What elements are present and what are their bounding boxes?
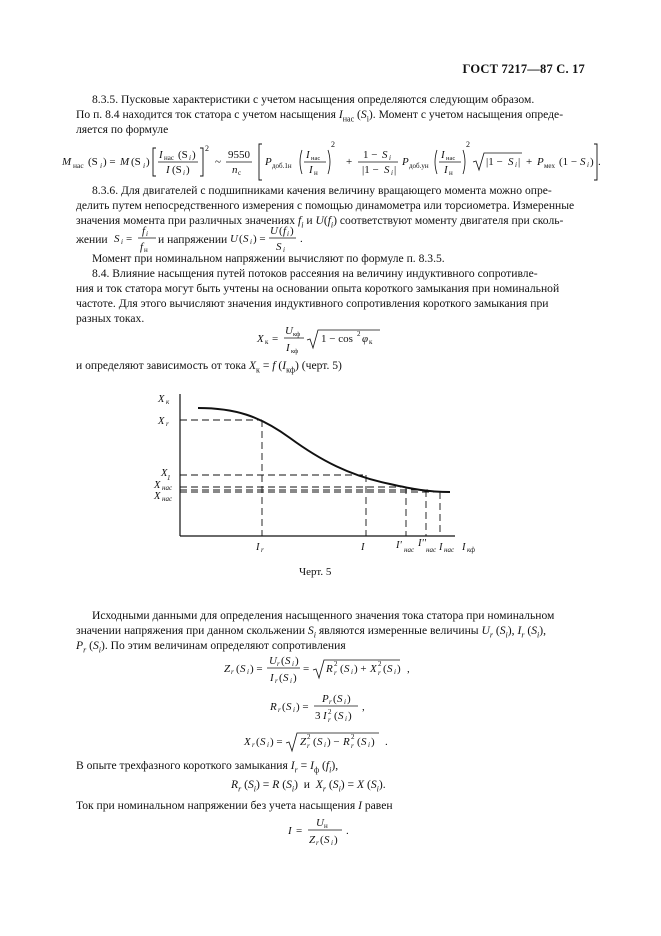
svg-text:) =: ) = <box>270 736 283 748</box>
svg-text:кф: кф <box>291 348 299 355</box>
svg-text:U: U <box>230 233 238 245</box>
svg-text:): ) <box>146 156 150 168</box>
svg-text:I: I <box>306 149 310 161</box>
svg-text:i: i <box>143 161 146 170</box>
svg-text:S: S <box>508 156 514 168</box>
x-label-inas3: I <box>439 542 443 553</box>
svg-text:к: к <box>369 338 373 346</box>
svg-text:i: i <box>293 706 295 714</box>
svg-text:X: X <box>370 663 377 675</box>
para-836-line4b: и напряжении <box>158 233 228 246</box>
svg-text:i: i <box>121 238 123 246</box>
svg-text:i: i <box>515 161 517 169</box>
svg-text:кф: кф <box>293 331 301 338</box>
svg-text:φ: φ <box>362 333 369 345</box>
svg-text:i: i <box>324 741 326 749</box>
svg-text:r: r <box>351 742 354 750</box>
svg-text:1: 1 <box>167 474 171 482</box>
svg-text:) =: ) = <box>253 233 266 245</box>
svg-text:S: S <box>114 233 120 245</box>
svg-text:(: ( <box>383 663 387 675</box>
y-label-xk: X <box>158 394 165 405</box>
svg-text:=: = <box>303 663 310 675</box>
svg-text:) =: ) = <box>250 663 263 675</box>
svg-text:i: i <box>290 677 292 685</box>
svg-text:r: r <box>277 660 280 668</box>
svg-text:i: i <box>100 161 103 170</box>
svg-text:2: 2 <box>334 660 338 668</box>
svg-text:i: i <box>292 660 294 668</box>
svg-text:M: M <box>62 156 72 168</box>
svg-text:f: f <box>283 225 287 237</box>
para-836-line4a: жении <box>76 233 108 246</box>
svg-text:=: = <box>272 333 279 345</box>
svg-text:M: M <box>120 156 130 168</box>
svg-text:(: ( <box>236 663 240 675</box>
svg-text:i: i <box>331 839 333 847</box>
svg-text:нас: нас <box>164 154 174 162</box>
svg-text:f: f <box>140 241 144 253</box>
svg-text:r: r <box>166 420 169 428</box>
para-836-line2: делить путем непосредственного измерения с помощью динамометра или торсиометра. Измеренные <box>76 199 575 212</box>
xk-formula <box>255 322 385 356</box>
para-84-line4: разных токах. <box>76 312 145 325</box>
svg-text:(: ( <box>333 693 337 705</box>
svg-text:S: S <box>361 736 367 748</box>
svg-text:нас: нас <box>446 155 456 162</box>
svg-text:(1 −: (1 − <box>559 156 578 168</box>
x-label-inas1: I' <box>396 540 402 551</box>
svg-text:S: S <box>240 663 246 675</box>
svg-text:.: . <box>300 233 303 245</box>
svg-text:=: = <box>296 825 303 837</box>
svg-text:=: = <box>126 233 133 245</box>
svg-text:r: r <box>231 668 234 676</box>
svg-text:): ) <box>334 834 338 846</box>
svg-text:нас: нас <box>73 161 84 170</box>
svg-text:2: 2 <box>331 140 335 149</box>
svg-text:I: I <box>323 710 327 722</box>
svg-text:i: i <box>368 741 370 749</box>
svg-text:P: P <box>537 156 544 168</box>
svg-text:S: S <box>337 693 343 705</box>
svg-text:U: U <box>270 225 278 237</box>
svg-text:i: i <box>344 698 346 706</box>
svg-text:2: 2 <box>205 144 209 153</box>
svg-text:i: i <box>287 230 289 238</box>
svg-text:) −: ) − <box>327 736 340 748</box>
svg-text:+: + <box>346 156 353 168</box>
svg-text:r: r <box>329 698 332 706</box>
svg-text:Z: Z <box>224 663 231 675</box>
svg-text:(: ( <box>313 736 317 748</box>
svg-text:I: I <box>270 672 274 684</box>
svg-text:I: I <box>309 164 313 176</box>
svg-text:мех: мех <box>544 162 555 170</box>
svg-text:i: i <box>283 246 285 254</box>
svg-text:X: X <box>257 333 264 345</box>
svg-text:i: i <box>587 161 589 169</box>
svg-text:): ) <box>371 736 375 748</box>
svg-text:(: ( <box>239 233 243 245</box>
svg-text:i: i <box>351 668 353 676</box>
figure-5 <box>150 388 490 563</box>
svg-text:(: ( <box>320 834 324 846</box>
x-label-i: I <box>361 542 365 553</box>
svg-text:S: S <box>286 701 292 713</box>
y-label-xnas1: X <box>154 480 161 491</box>
svg-text:r: r <box>378 669 381 677</box>
svg-text:3: 3 <box>315 710 321 722</box>
short-circuit-line: В опыте трехфазного короткого замыкания $I_r = I_ф$ $(f_i)$, <box>76 759 339 775</box>
svg-text:): ) <box>295 655 299 667</box>
svg-text:r: r <box>275 677 278 685</box>
svg-text:нас: нас <box>162 495 173 503</box>
svg-text:S: S <box>243 233 249 245</box>
svg-text:): ) <box>347 693 351 705</box>
svg-text:н: н <box>324 822 328 830</box>
x-label-ikf: I <box>462 542 466 553</box>
init-line2: значении напряжения при данном скольжении $S_i$ являются измеренные величины $U_r$ $(S_i)$, $I_r$ $(S_i)$, <box>76 624 547 640</box>
svg-text:I: I <box>159 149 163 161</box>
svg-text:S: S <box>344 663 350 675</box>
para-84-line3: частоте. Для этого вычисляют значения индуктивного сопротивления короткого замыкания при <box>76 297 549 310</box>
svg-text:r: r <box>328 716 331 724</box>
svg-text:S: S <box>276 241 282 253</box>
svg-text:Z: Z <box>300 736 307 748</box>
svg-text:доб.1н: доб.1н <box>272 162 292 170</box>
xr-formula <box>242 728 402 754</box>
moment-formula <box>60 138 600 182</box>
svg-text:P: P <box>402 156 409 168</box>
svg-text:U: U <box>269 655 277 667</box>
svg-text:): ) <box>192 149 196 161</box>
x-label-ir: I <box>256 542 260 553</box>
svg-text:i: i <box>267 741 269 749</box>
voltage-formula <box>230 222 310 254</box>
rr-formula <box>268 690 378 724</box>
svg-text:R: R <box>343 736 350 748</box>
svg-text:): ) <box>590 156 594 168</box>
svg-text:(: ( <box>256 736 260 748</box>
svg-text:S: S <box>260 736 266 748</box>
svg-text:i: i <box>189 154 191 162</box>
svg-text:нас: нас <box>311 155 321 162</box>
svg-text:к: к <box>265 338 269 346</box>
svg-text:н: н <box>144 246 148 254</box>
svg-text:I: I <box>444 164 448 176</box>
svg-text:,: , <box>362 701 365 713</box>
svg-text:r: r <box>334 669 337 677</box>
para-835-line3: ляется по формуле <box>76 123 169 136</box>
figure-caption: Черт. 5 <box>299 566 332 578</box>
svg-text:S: S <box>580 156 586 168</box>
svg-text:S: S <box>382 149 388 161</box>
svg-text:r: r <box>261 546 264 554</box>
y-label-x1: X <box>161 468 168 479</box>
svg-text:Z: Z <box>309 834 316 846</box>
svg-text:2: 2 <box>307 733 311 741</box>
svg-text:I: I <box>286 342 290 354</box>
svg-text:1 −: 1 − <box>363 149 378 161</box>
svg-text:S: S <box>338 710 344 722</box>
svg-text:,: , <box>407 663 410 675</box>
svg-text:X: X <box>244 736 251 748</box>
svg-text:(S: (S <box>172 164 182 176</box>
para-836-line1: 8.3.6. Для двигателей с подшипниками качения величину вращающего момента можно опре- <box>92 184 552 197</box>
svg-text:P: P <box>322 693 329 705</box>
svg-text:I: I <box>288 825 292 837</box>
svg-text:(: ( <box>334 710 338 722</box>
svg-text:i: i <box>389 154 391 162</box>
svg-text:i: i <box>146 230 148 238</box>
x-label-inas2: I'' <box>418 538 426 549</box>
zr-formula <box>222 652 422 686</box>
svg-text:1 − cos: 1 − cos <box>321 333 353 345</box>
svg-text:r: r <box>252 741 255 749</box>
svg-text:нас: нас <box>426 546 437 554</box>
y-label-xnas2: X <box>154 491 161 502</box>
svg-text:~: ~ <box>215 156 221 168</box>
svg-text:S: S <box>317 736 323 748</box>
svg-text:S: S <box>285 655 291 667</box>
svg-text:нас: нас <box>404 546 415 554</box>
svg-text:(: ( <box>357 736 361 748</box>
svg-text:I: I <box>441 149 445 161</box>
dependence-line: и определяют зависимость от тока $X_к = f$ $(I_{кф})$ (черт. 5) <box>76 359 342 375</box>
svg-text:2: 2 <box>351 733 355 741</box>
svg-text:S: S <box>384 164 390 176</box>
svg-text:): ) <box>293 672 297 684</box>
svg-text:R: R <box>326 663 333 675</box>
svg-text:(S: (S <box>88 156 98 168</box>
svg-text:2: 2 <box>466 140 470 149</box>
svg-text:|: | <box>518 156 521 168</box>
svg-text:) =: ) = <box>103 156 116 168</box>
svg-text:S: S <box>283 672 289 684</box>
para-836-line5: Момент при номинальном напряжении вычисляют по формуле п. 8.3.5. <box>92 252 445 265</box>
page-header: ГОСТ 7217—87 С. 17 <box>462 62 585 76</box>
svg-text:2: 2 <box>357 330 361 338</box>
init-line1: Исходными данными для определения насыщенного значения тока статора при номинальном <box>92 609 555 622</box>
svg-text:r: r <box>278 706 281 714</box>
svg-text:i: i <box>345 715 347 723</box>
xk-curve <box>198 408 450 492</box>
current-line: Ток при номинальном напряжении без учета насыщения I равен <box>76 799 393 812</box>
i-formula <box>286 814 366 848</box>
svg-text:i: i <box>394 668 396 676</box>
svg-text:c: c <box>238 169 242 177</box>
svg-text:2: 2 <box>378 660 382 668</box>
svg-text:): ) <box>186 164 190 176</box>
svg-text:н: н <box>449 169 453 177</box>
para-835-line2: По п. 8.4 находится ток статора с учетом насыщения $I_{нас}$ $(S_i)$. Момент с учетом насыщения опреде- <box>76 108 564 124</box>
svg-text:н: н <box>314 169 318 177</box>
svg-text:) =: ) = <box>296 701 309 713</box>
svg-text:доб.ун: доб.ун <box>409 162 429 170</box>
svg-text:кф: кф <box>467 546 476 554</box>
para-836-line3: значения момента при различных значениях $f_i$ и $U(f_i)$ соответствуют моменту двигателя при сколь- <box>76 214 564 230</box>
svg-text:): ) <box>397 663 401 675</box>
svg-text:I: I <box>166 164 170 176</box>
svg-text:(: ( <box>340 663 344 675</box>
svg-text:r: r <box>316 839 319 847</box>
init-line3: $P_r$ $(S_i)$. По этим величинам определяют сопротивления <box>76 639 346 655</box>
svg-text:S: S <box>324 834 330 846</box>
svg-text:) +: ) + <box>354 663 367 675</box>
svg-text:(S: (S <box>131 156 141 168</box>
y-label-xr: X <box>158 416 165 427</box>
svg-text:.: . <box>385 736 388 748</box>
svg-text:i: i <box>250 238 252 246</box>
svg-text:U: U <box>316 817 324 829</box>
svg-text:U: U <box>285 325 293 337</box>
svg-text:i: i <box>391 169 393 177</box>
svg-text:): ) <box>290 225 294 237</box>
para-84-line2: ния и ток статора могут быть учтены на основании опыта короткого замыкания при номинальной <box>76 282 560 295</box>
svg-text:(S: (S <box>178 149 188 161</box>
svg-text:(: ( <box>281 655 285 667</box>
svg-text:|: | <box>394 164 397 176</box>
svg-text:n: n <box>232 164 238 176</box>
svg-text:R: R <box>270 701 277 713</box>
svg-text:нас: нас <box>444 546 455 554</box>
svg-text:(: ( <box>279 225 283 237</box>
svg-text:S: S <box>387 663 393 675</box>
svg-text:к: к <box>166 398 170 406</box>
svg-text:r: r <box>307 742 310 750</box>
equality-line: $R_r$ $(S_i) = R$ $(S_i)$ и $X_r$ $(S_i) = X$ $(S_i)$. <box>231 778 386 794</box>
para-835-line1: 8.3.5. Пусковые характеристики с учетом насыщения определяются следующим образом. <box>92 93 535 106</box>
svg-text:нас: нас <box>162 484 173 492</box>
svg-text:f: f <box>142 225 146 237</box>
svg-text:P: P <box>265 156 272 168</box>
svg-text:|1 −: |1 − <box>362 164 379 176</box>
svg-text:.: . <box>346 825 349 837</box>
svg-text:(: ( <box>282 701 286 713</box>
svg-text:(: ( <box>279 672 283 684</box>
para-84-line1: 8.4. Влияние насыщения путей потоков рассеяния на величину индуктивного сопротивле- <box>92 267 538 280</box>
svg-text:): ) <box>348 710 352 722</box>
svg-text:+: + <box>526 156 533 168</box>
svg-text:i: i <box>183 169 185 177</box>
svg-text:.: . <box>598 156 601 168</box>
svg-text:i: i <box>247 668 249 676</box>
svg-text:2: 2 <box>328 708 332 716</box>
svg-text:|1 −: |1 − <box>486 156 503 168</box>
svg-text:9550: 9550 <box>228 149 250 161</box>
